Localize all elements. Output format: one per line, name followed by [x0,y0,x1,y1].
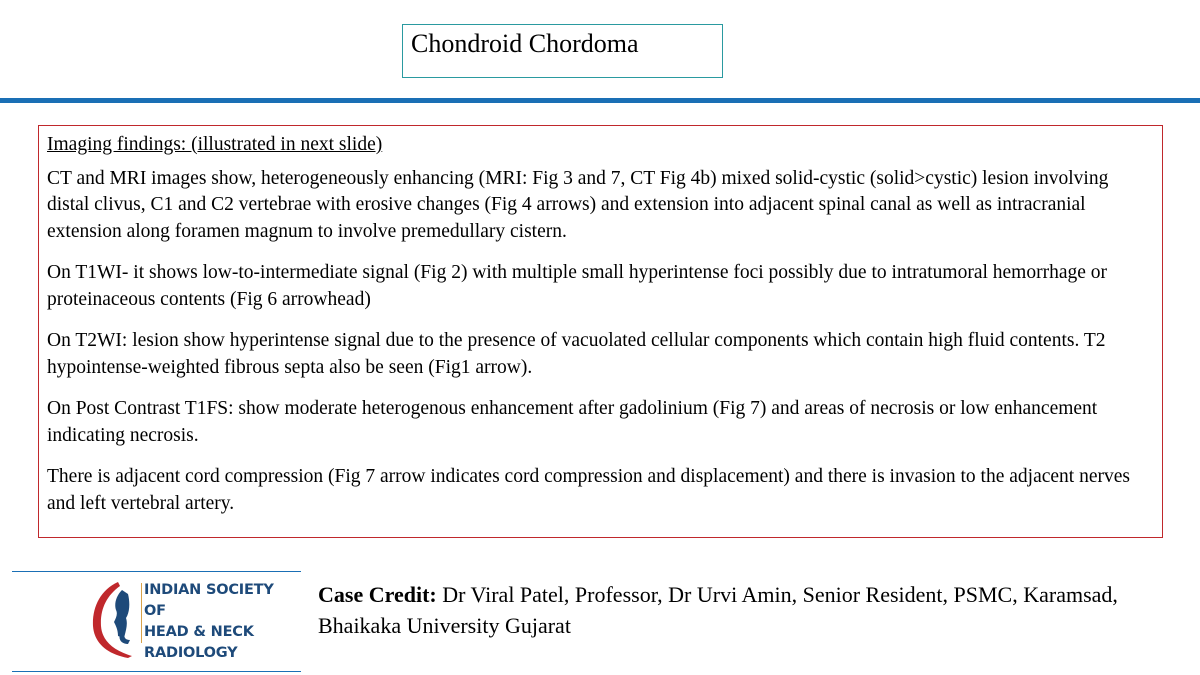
case-credit-label: Case Credit: [318,582,437,607]
findings-paragraph-t2wi: On T2WI: lesion show hyperintense signal due to the presence of vacuolated cellular components which contain high fluid contents. T2 hypointense-weighted fibrous septa also be seen (Fig1 arrow). [47,330,1106,378]
case-credit-text: Dr Viral Patel, Professor, Dr Urvi Amin, Senior Resident, PSMC, Karamsad, Bhaikaka University Gujarat [318,582,1118,638]
logo-line: HEAD & NECK [144,624,254,640]
logo-line: INDIAN SOCIETY OF [144,582,274,619]
logo-divider [141,583,142,643]
slide-title: Chondroid Chordoma [402,24,723,78]
findings-paragraph-cord-compression: There is adjacent cord compression (Fig 7 arrow indicates cord compression and displacement) and there is invasion to the adjacent nerves and left vertebral artery. [47,466,1130,514]
findings-paragraph-ct-mri: CT and MRI images show, heterogeneously enhancing (MRI: Fig 3 and 7, CT Fig 4b) mixed solid-cystic (solid>cystic) lesion involving distal clivus, C1 and C2 vertebrae with erosive changes (Fig 4 arrows) and extension into adjacent spinal canal as well as intracranial extension along foramen magnum to involve premedullary cistern. [47,167,1109,242]
findings-paragraph-post-contrast: On Post Contrast T1FS: show moderate heterogenous enhancement after gadolinium (Fig 7) and areas of necrosis or low enhancement indicating necrosis. [47,398,1098,446]
footer-line-top [12,571,301,572]
logo-line: RADIOLOGY [144,645,238,661]
footer-line-bottom [12,671,301,672]
findings-heading: Imaging findings: (illustrated in next slide) [47,134,383,155]
logo-text [144,580,294,664]
isnhr-logo [88,578,298,660]
findings-paragraph-t1wi: On T1WI- it shows low-to-intermediate signal (Fig 2) with multiple small hyperintense foci possibly due to intratumoral hemorrhage or proteinaceous contents (Fig 6 arrowhead) [47,262,1108,310]
imaging-findings-box [38,125,1163,538]
case-credit [318,579,1178,641]
header-divider [0,98,1200,103]
head-neck-logo-icon [88,578,144,660]
